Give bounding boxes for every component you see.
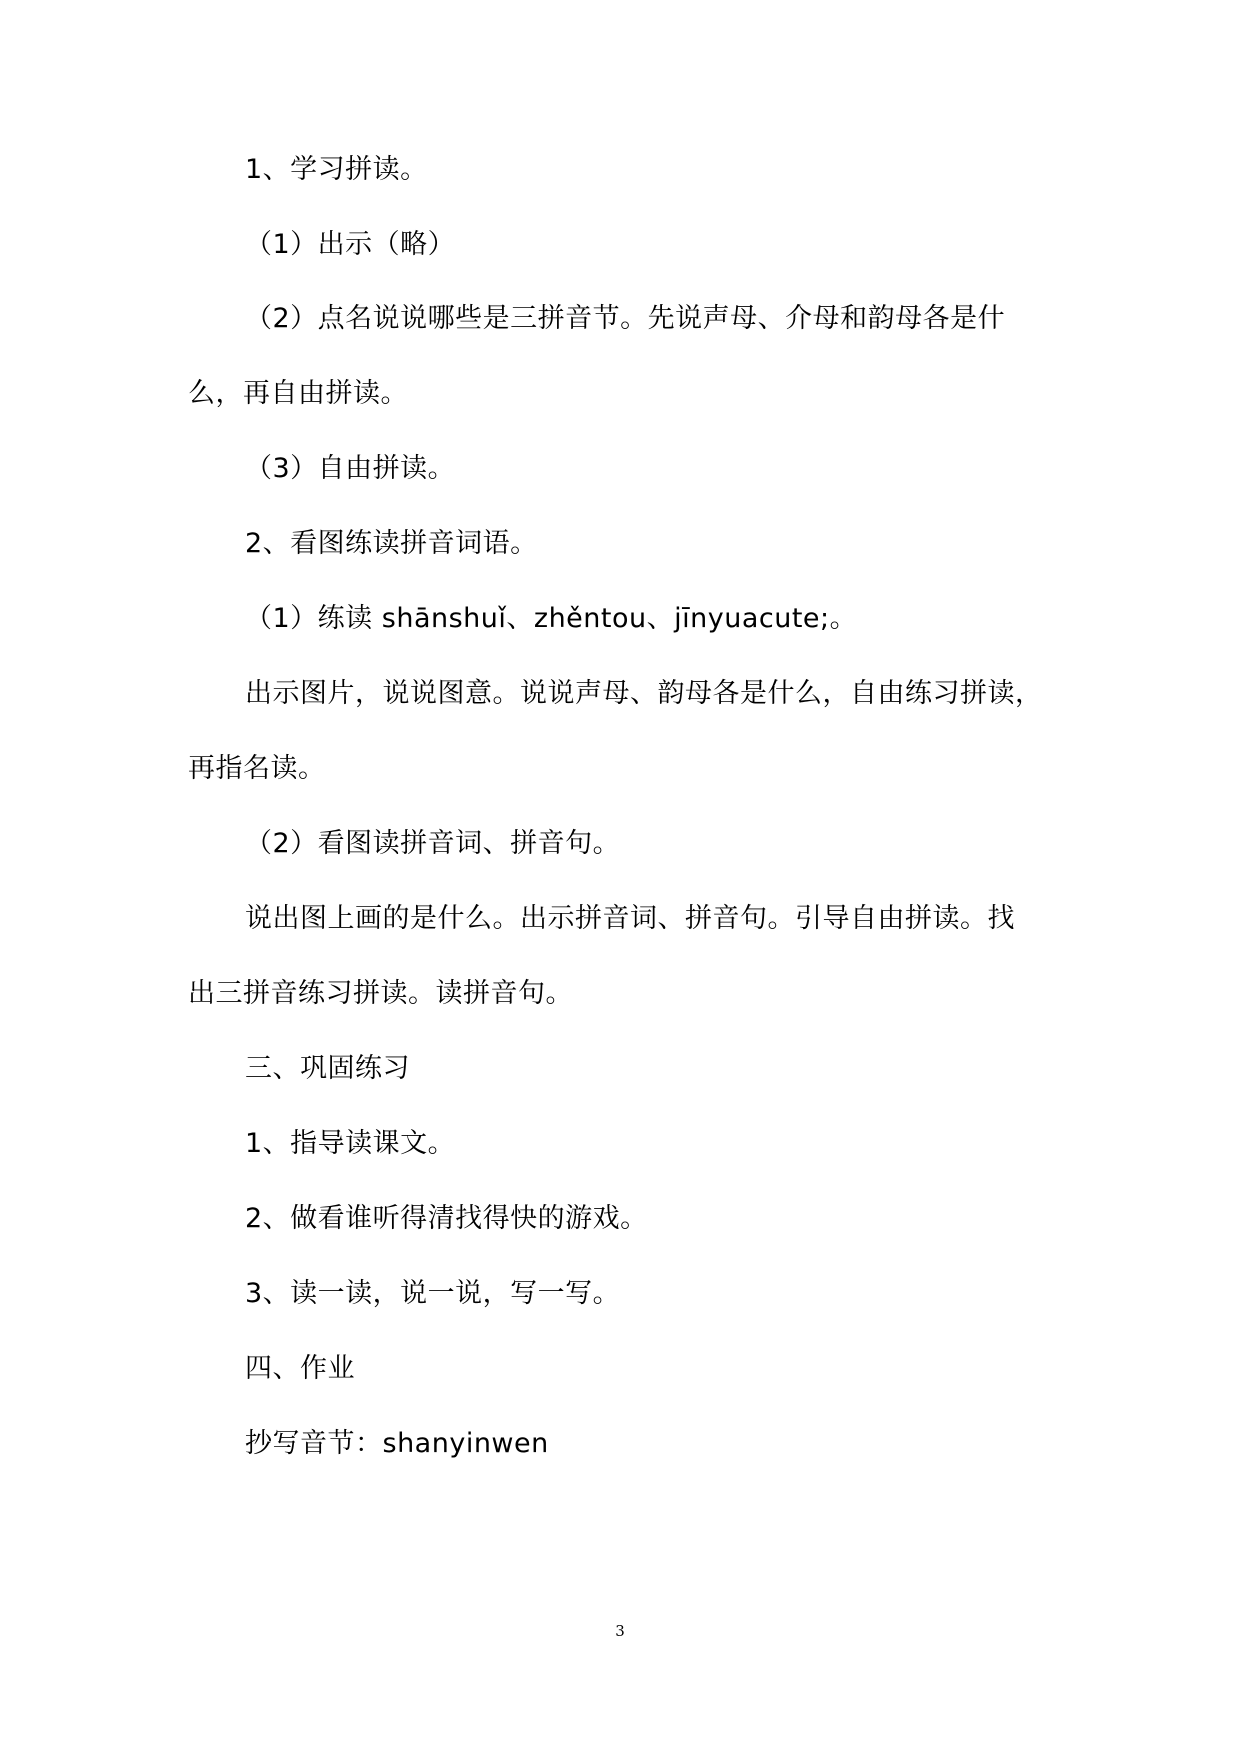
text-line-16: 3、读一读，说一说，写一写。 (245, 1278, 621, 1309)
text-line-6: 2、看图练读拼音词语。 (245, 528, 538, 559)
page-number: 3 (615, 1622, 625, 1640)
text-line-14: 1、指导读课文。 (245, 1128, 456, 1159)
text-line-7: （1）练读 shānshuǐ、zhěntou、jīnyuacute;。 (245, 603, 858, 634)
text-line-15: 2、做看谁听得清找得快的游戏。 (245, 1203, 648, 1234)
text-line-8: 出示图片，说说图意。说说声母、韵母各是什么，自由练习拼读， (245, 678, 1043, 709)
text-line-1: 1、学习拼读。 (245, 154, 428, 185)
text-line-5: （3）自由拼读。 (245, 453, 456, 484)
text-line-12: 出三拼音练习拼读。读拼音句。 (188, 978, 573, 1009)
text-line-4: 么，再自由拼读。 (188, 378, 408, 409)
text-line-11: 说出图上画的是什么。出示拼音词、拼音句。引导自由拼读。找 (245, 903, 1015, 934)
section-heading-consolidation: 三、巩固练习 (245, 1053, 410, 1084)
text-line-18: 抄写音节：shanyinwen (245, 1428, 549, 1459)
section-heading-homework: 四、作业 (245, 1353, 355, 1384)
text-line-3: （2）点名说说哪些是三拼音节。先说声母、介母和韵母各是什 (245, 303, 1006, 334)
text-line-9: 再指名读。 (188, 753, 326, 784)
text-line-2: （1）出示（略） (245, 229, 456, 260)
text-line-10: （2）看图读拼音词、拼音句。 (245, 828, 621, 859)
